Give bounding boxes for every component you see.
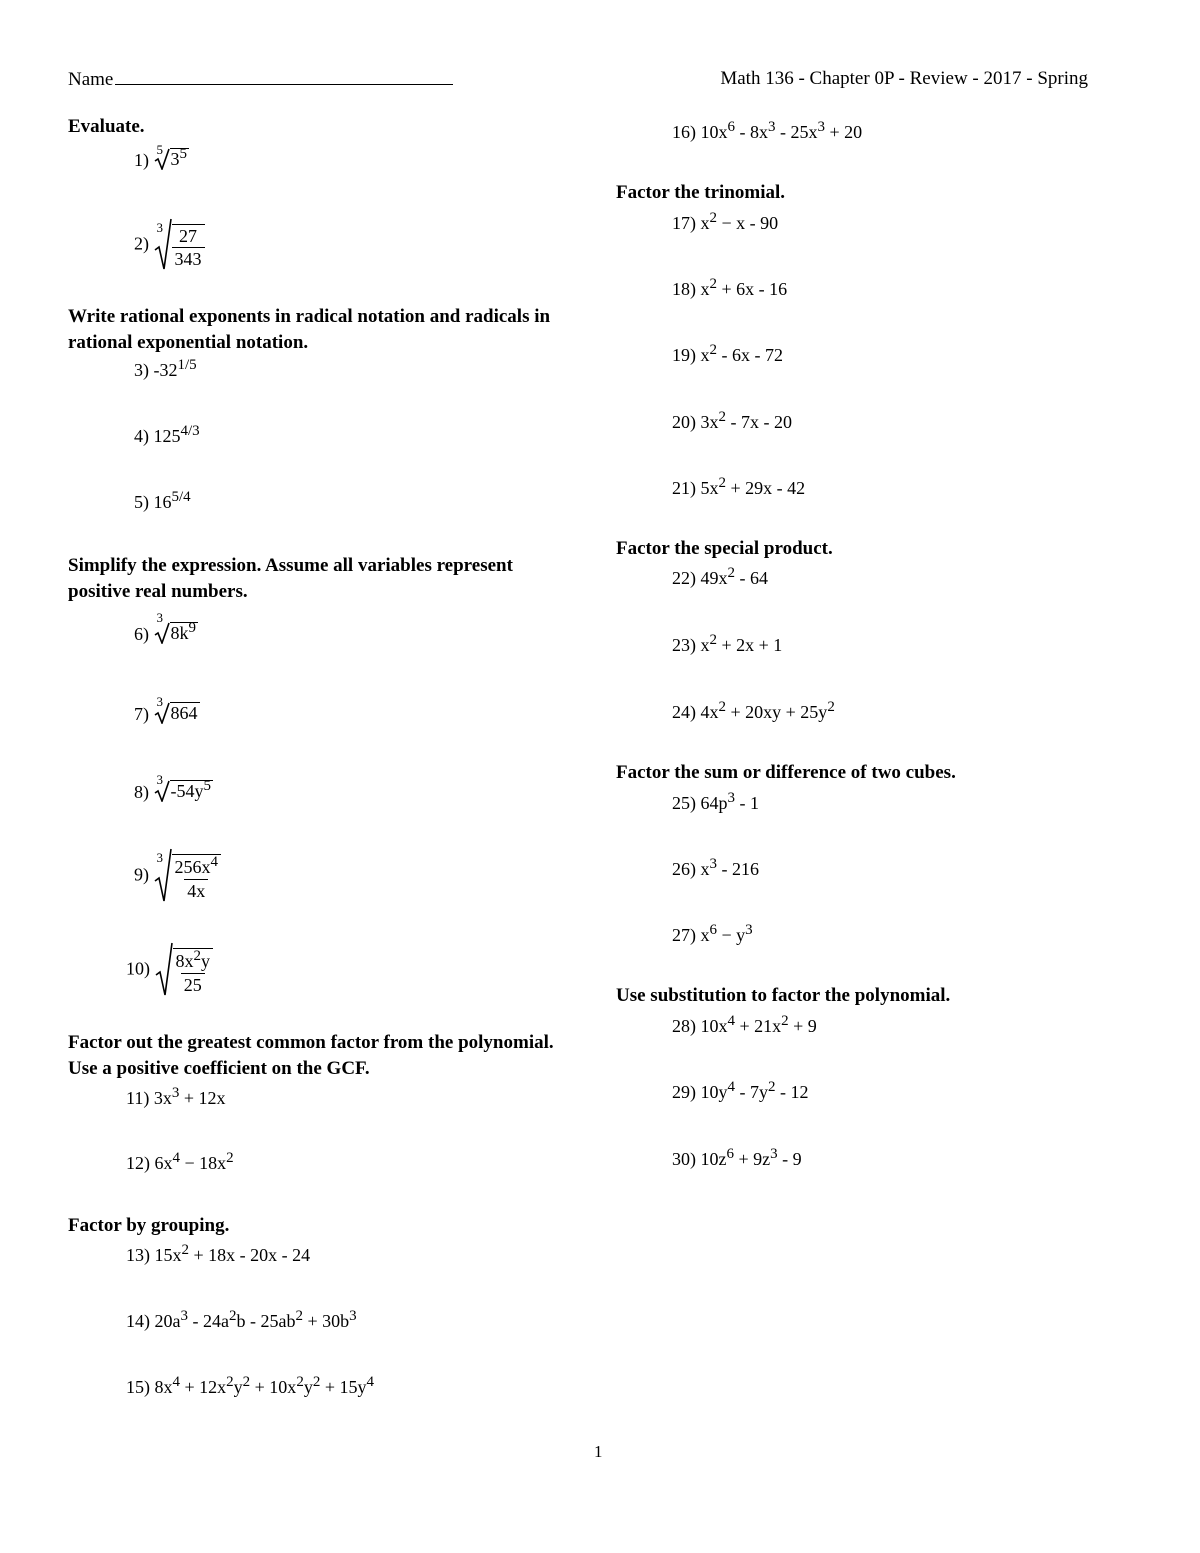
course-title: Math 136 - Chapter 0P - Review - 2017 - Spring (720, 68, 1088, 89)
question-7: 7) 3 864 (134, 694, 198, 724)
section-evaluate: Evaluate. (68, 116, 145, 137)
section-substitution: Use substitution to factor the polynomial. (616, 985, 951, 1006)
question-19: 19) $x^2 - 6x - 72$ (672, 342, 783, 365)
question-22: 22) $49x^2 - 64$ (672, 565, 768, 588)
question-24: 24) $4x^2 + 20xy + 25y^2$ (672, 699, 835, 722)
section-gcf: Factor out the greatest common factor from the polynomial. Use a positive coefficient on the GCF. (68, 1032, 554, 1079)
question-26: 26) $x^3 - 216$ (672, 856, 759, 879)
section-rational-exponents: Write rational exponents in radical notation and radicals in rational exponential notation. (68, 306, 551, 353)
question-28: 28) $10x^4 + 21x^2 + 9$ (672, 1013, 817, 1036)
question-12: 12) $6x^4 - 18x^2$ (126, 1150, 234, 1173)
section-special-product: Factor the special product. (616, 538, 833, 559)
question-17: 17) $x^2 - x - 90$ (672, 210, 779, 233)
page-number: 1 (594, 1442, 603, 1461)
question-27: 27) $x^6 - y^3$ (672, 922, 753, 945)
question-2: 2) 3 27 343 (134, 218, 205, 270)
name-field[interactable] (68, 68, 453, 91)
question-1: 1) 5 $3^5$ (134, 142, 187, 170)
question-30: 30) $10z^6 + 9z^3 - 9$ (672, 1146, 802, 1169)
question-29: 29) $10y^4 - 7y^2 - 12$ (672, 1079, 809, 1102)
section-cubes: Factor the sum or difference of two cubes. (616, 762, 956, 783)
question-10: 10) $8x^2y$ 25 (126, 942, 213, 996)
question-25: 25) $64p^3 - 1$ (672, 790, 759, 813)
section-simplify: Simplify the expression. Assume all variables represent positive real numbers. (68, 555, 513, 602)
question-4: 4) $125^{4/3}$ (134, 423, 200, 446)
question-15: 15) $8x^4 + 12x^2y^2 + 10x^2y^2 + 15y^4$ (126, 1374, 374, 1397)
question-9: 9) 3 $256x^4$ 4x (134, 848, 221, 902)
question-11: 11) $3x^3 + 12x$ (126, 1085, 226, 1108)
question-16: 16) $10x^6 - 8x^3 - 25x^3 + 20$ (672, 119, 863, 142)
section-grouping: Factor by grouping. (68, 1215, 230, 1236)
radical-q2: 3 27 343 (154, 218, 205, 270)
question-21: 21) $5x^2 + 29x - 42$ (672, 475, 806, 498)
question-8: 8) 3 $-54y^5$ (134, 772, 211, 802)
radical-q7: 3 864 (156, 694, 198, 723)
radical-q10: $8x^2y$ 25 (155, 942, 214, 996)
question-13: 13) $15x^2 + 18x - 20x - 24$ (126, 1242, 311, 1265)
question-3: 3) $-32^{1/5}$ (134, 357, 197, 380)
question-6: 6) 3 $8k^9$ (134, 610, 196, 644)
question-23: 23) $x^2 + 2x + 1$ (672, 632, 783, 655)
question-14: 14) $20a^3 - 24a^2b - 25ab^2 + 30b^3$ (126, 1308, 357, 1331)
question-18: 18) $x^2 + 6x - 16$ (672, 276, 788, 299)
radical-q9: 3 $256x^4$ 4x (154, 848, 222, 902)
section-trinomial: Factor the trinomial. (616, 182, 786, 203)
name-blank-line[interactable] (115, 68, 453, 85)
name-label: Name (68, 69, 114, 90)
radical-q6: 3 $8k^9$ (156, 610, 196, 643)
question-20: 20) $3x^2 - 7x - 20$ (672, 409, 792, 432)
radical-q1: 5 $3^5$ (156, 142, 187, 169)
question-5: 5) $16^{5/4}$ (134, 489, 191, 512)
radical-q8: 3 $-54y^5$ (156, 772, 211, 801)
